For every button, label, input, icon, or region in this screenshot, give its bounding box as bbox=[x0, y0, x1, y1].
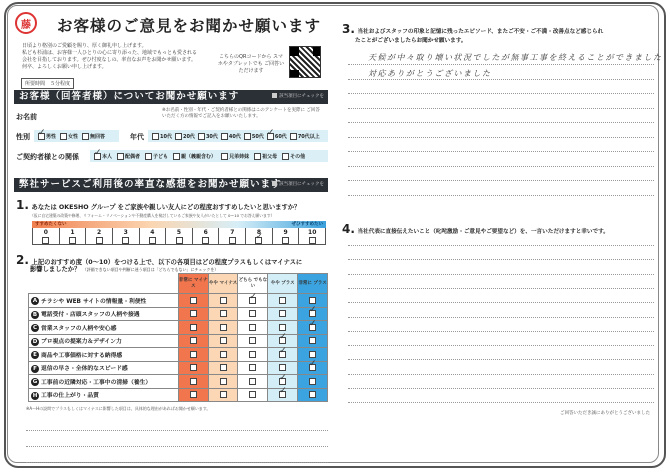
answer-line[interactable] bbox=[348, 195, 654, 196]
rating-cell[interactable] bbox=[268, 348, 298, 362]
option-label: 女性 bbox=[68, 133, 79, 140]
rating-cell[interactable] bbox=[208, 307, 238, 321]
handwritten-answer-line-1: 天候が中々取り壊い状況でしたが無事工事を終えることができました bbox=[368, 53, 663, 62]
checkbox[interactable] bbox=[38, 133, 45, 140]
item-letter-badge-icon: E bbox=[31, 351, 39, 359]
checkbox[interactable] bbox=[282, 153, 289, 160]
checkbox[interactable] bbox=[279, 297, 286, 304]
rating-cell[interactable] bbox=[268, 307, 298, 321]
checkbox[interactable] bbox=[309, 237, 316, 244]
scale-value: 0 bbox=[43, 228, 48, 236]
respondent-section-header bbox=[14, 90, 328, 104]
col-somewhat-negative: やや マイナス bbox=[208, 274, 238, 294]
scale-high-label: ぜひすすめたい bbox=[291, 222, 323, 227]
checkbox[interactable] bbox=[221, 153, 228, 160]
checkbox[interactable] bbox=[249, 324, 256, 331]
rating-cell[interactable] bbox=[178, 334, 208, 348]
question-number: 2. bbox=[16, 253, 29, 267]
rating-cell[interactable] bbox=[238, 321, 268, 335]
rating-cell[interactable] bbox=[268, 294, 298, 308]
thank-you-note: ご回答いただき誠にありがとうございました bbox=[560, 411, 650, 416]
relation-option-other[interactable] bbox=[282, 153, 305, 160]
rating-cell[interactable] bbox=[178, 375, 208, 389]
handwritten-answer-line-2: 対応ありがとうございました bbox=[368, 69, 492, 78]
rating-row bbox=[29, 294, 328, 308]
checkbox[interactable] bbox=[220, 310, 227, 317]
answer-line[interactable] bbox=[348, 108, 654, 109]
checkbox[interactable] bbox=[229, 237, 236, 244]
rating-cell[interactable] bbox=[238, 307, 268, 321]
rating-item-label bbox=[29, 361, 179, 375]
checkbox[interactable] bbox=[176, 237, 183, 244]
answer-line[interactable] bbox=[348, 122, 654, 123]
checkbox[interactable] bbox=[309, 351, 316, 358]
checkbox[interactable] bbox=[249, 337, 256, 344]
age-option-60s[interactable] bbox=[267, 133, 287, 140]
age-label: 年代 bbox=[130, 133, 144, 141]
scale-option-6[interactable] bbox=[193, 228, 220, 244]
rating-item-label bbox=[29, 294, 179, 308]
age-option-10s[interactable] bbox=[152, 133, 172, 140]
relation-options bbox=[90, 150, 328, 162]
recommend-scale bbox=[32, 221, 326, 245]
scale-option-8[interactable] bbox=[246, 228, 273, 244]
question-number: 3. bbox=[342, 22, 355, 36]
item-letter-badge-icon: G bbox=[32, 379, 38, 385]
rating-cell[interactable] bbox=[298, 388, 328, 402]
option-label: 子ども bbox=[153, 153, 169, 160]
scale-option-9[interactable] bbox=[273, 228, 300, 244]
answer-line[interactable] bbox=[348, 245, 654, 246]
rating-item-label bbox=[29, 375, 179, 389]
answer-line[interactable] bbox=[348, 359, 654, 360]
checkbox[interactable] bbox=[244, 133, 251, 140]
checkbox[interactable] bbox=[190, 391, 197, 398]
checkbox[interactable] bbox=[149, 237, 156, 244]
rating-table bbox=[28, 273, 328, 402]
item-letter-badge-icon: A bbox=[32, 298, 38, 304]
rating-cell[interactable] bbox=[238, 361, 268, 375]
checkbox[interactable] bbox=[279, 351, 286, 358]
col-very-positive: 非常に プラス bbox=[298, 274, 328, 294]
question-1-sub: （仮に自宅建築の改築や修理、リフォーム・リノベーションや不動産購入を検討しているご家族や友人がいたとして 0〜10 でお答え願います） bbox=[30, 213, 275, 218]
intro-text bbox=[22, 43, 222, 71]
answer-line[interactable] bbox=[348, 274, 654, 275]
scale-value: 2 bbox=[97, 228, 102, 236]
qr-code-icon[interactable] bbox=[289, 46, 321, 78]
scale-gradient-bar bbox=[32, 221, 326, 228]
answer-line[interactable] bbox=[348, 151, 654, 152]
rating-item-label bbox=[29, 348, 179, 362]
answer-line[interactable] bbox=[348, 259, 654, 260]
rating-header-row bbox=[29, 274, 328, 294]
checkbox[interactable] bbox=[220, 324, 227, 331]
scale-low-label: すすめたくない bbox=[35, 222, 67, 227]
checkbox[interactable] bbox=[249, 378, 256, 385]
qr-caption: こちらのQRコードから スマホやタブレットでも ご回答いただけます bbox=[217, 54, 285, 74]
rating-cell[interactable] bbox=[298, 361, 328, 375]
checkbox[interactable] bbox=[42, 237, 49, 244]
checkbox[interactable] bbox=[279, 364, 286, 371]
answer-line[interactable] bbox=[348, 345, 654, 346]
relation-option-grandparent[interactable] bbox=[254, 153, 277, 160]
checkbox[interactable] bbox=[279, 337, 286, 344]
checkbox[interactable] bbox=[190, 310, 197, 317]
item-letter-badge-icon: H bbox=[32, 392, 38, 399]
question-text: あなたは OKESHO グループ をご家族や親しい友人にどの程度おすすめしたいと思いますか？ bbox=[31, 204, 301, 211]
age-option-50s[interactable] bbox=[244, 133, 264, 140]
age-option-30s[interactable] bbox=[198, 133, 218, 140]
checkbox[interactable] bbox=[309, 364, 316, 371]
relation-option-self[interactable] bbox=[94, 153, 112, 160]
age-option-40s[interactable] bbox=[221, 133, 241, 140]
question-number: 1. bbox=[16, 198, 29, 212]
scale-value: 7 bbox=[230, 228, 235, 236]
checkbox[interactable] bbox=[249, 391, 256, 398]
checkbox[interactable] bbox=[60, 133, 67, 140]
page-title: お客様のご意見をお聞かせ願います bbox=[57, 17, 322, 35]
answer-line[interactable] bbox=[348, 166, 654, 167]
rating-cell[interactable] bbox=[298, 334, 328, 348]
item-text: プロ視点の提案力＆デザイン力 bbox=[41, 339, 122, 345]
checkbox[interactable] bbox=[69, 237, 76, 244]
checkbox[interactable] bbox=[145, 153, 152, 160]
item-text: 営業スタッフの人柄や安心感 bbox=[41, 325, 117, 332]
rating-cell[interactable] bbox=[178, 361, 208, 375]
rating-cell[interactable] bbox=[238, 334, 268, 348]
checkbox[interactable] bbox=[249, 351, 256, 358]
answer-line[interactable] bbox=[26, 430, 328, 431]
checkbox[interactable] bbox=[82, 133, 89, 140]
checkbox[interactable] bbox=[249, 364, 256, 371]
item-text: 商品や工事価格に対する納得感 bbox=[41, 352, 123, 359]
option-label: 10代 bbox=[160, 133, 172, 140]
rating-cell[interactable] bbox=[178, 388, 208, 402]
right-panel bbox=[340, 8, 663, 468]
rating-cell[interactable] bbox=[238, 375, 268, 389]
name-label: お名前 bbox=[16, 113, 37, 121]
col-very-negative: 非常に マイナス bbox=[178, 274, 208, 294]
checkbox[interactable] bbox=[122, 237, 129, 244]
question-2-sub: （評価できない項目や判断に迷う項目は「どちらでもない」にチェックを） bbox=[82, 267, 219, 272]
rating-cell[interactable] bbox=[268, 388, 298, 402]
scale-value: 3 bbox=[123, 228, 128, 236]
rating-cell[interactable] bbox=[208, 321, 238, 335]
item-text: 工事前の近隣対応・工事中の清掃（養生） bbox=[41, 379, 152, 386]
rating-cell[interactable] bbox=[238, 348, 268, 362]
question-4 bbox=[342, 222, 609, 236]
answer-line[interactable] bbox=[348, 402, 654, 403]
question-2-line2 bbox=[30, 264, 218, 273]
question-number: 4. bbox=[342, 222, 355, 236]
scale-value: 6 bbox=[203, 228, 208, 236]
name-field[interactable] bbox=[52, 112, 152, 120]
rating-item-label bbox=[29, 334, 179, 348]
item-text: 工事の仕上がり・品質 bbox=[41, 393, 99, 399]
checkbox[interactable] bbox=[309, 297, 316, 304]
checkbox[interactable] bbox=[175, 133, 182, 140]
age-option-70s-plus[interactable] bbox=[290, 133, 320, 140]
item-text: チラシや WEB サイトの情報量・利便性 bbox=[41, 298, 147, 305]
section-hint: 該当項目にチェックを bbox=[272, 178, 324, 192]
checkbox[interactable] bbox=[220, 337, 227, 344]
rating-cell[interactable] bbox=[208, 375, 238, 389]
scale-option-0[interactable] bbox=[33, 228, 60, 244]
relation-label: ご契約者様との関係 bbox=[16, 153, 79, 161]
question-3 bbox=[342, 22, 603, 36]
rating-item-label bbox=[29, 321, 179, 335]
option-label: 60代 bbox=[274, 133, 287, 140]
checkbox[interactable] bbox=[279, 378, 286, 385]
answer-line[interactable] bbox=[348, 79, 654, 80]
scale-option-7[interactable] bbox=[219, 228, 246, 244]
rating-item-label bbox=[29, 307, 179, 321]
header-spacer bbox=[29, 274, 179, 294]
rating-cell[interactable] bbox=[238, 294, 268, 308]
left-panel bbox=[12, 8, 330, 468]
checkbox[interactable] bbox=[309, 324, 316, 331]
checkbox[interactable] bbox=[279, 310, 286, 317]
intro-line: 会社を目指しております。ぜひ忖度なしの、率直なお声をお聞かせ願います。 bbox=[22, 57, 197, 63]
col-neutral: どちら でもない bbox=[238, 274, 268, 294]
section-title: 弊社サービスご利用後の率直な感想をお聞かせ願います bbox=[19, 179, 282, 190]
scale-value: 1 bbox=[70, 228, 75, 236]
scale-option-3[interactable] bbox=[113, 228, 140, 244]
checkbox[interactable] bbox=[220, 378, 227, 385]
rating-cell[interactable] bbox=[208, 334, 238, 348]
option-label: 70代以上 bbox=[297, 133, 320, 140]
option-label: 祖父母 bbox=[262, 153, 278, 160]
rating-cell[interactable] bbox=[178, 294, 208, 308]
checkbox[interactable] bbox=[267, 133, 274, 140]
relation-option-parent[interactable] bbox=[173, 153, 216, 160]
rating-row bbox=[29, 307, 328, 321]
section-hint: 該当項目にチェックを bbox=[272, 90, 324, 104]
relation-option-sibling[interactable] bbox=[221, 153, 249, 160]
checkbox[interactable] bbox=[220, 351, 227, 358]
gender-option-male[interactable] bbox=[38, 133, 56, 140]
answer-line[interactable] bbox=[26, 446, 328, 447]
rating-cell[interactable] bbox=[208, 361, 238, 375]
answer-line[interactable] bbox=[348, 331, 654, 332]
scale-option-5[interactable] bbox=[166, 228, 193, 244]
checkbox[interactable] bbox=[190, 364, 197, 371]
checkbox[interactable] bbox=[255, 237, 262, 244]
answer-line[interactable] bbox=[348, 93, 654, 94]
answer-line[interactable] bbox=[348, 374, 654, 375]
checkbox[interactable] bbox=[190, 351, 197, 358]
option-label: 男性 bbox=[46, 133, 57, 140]
rating-cell[interactable] bbox=[178, 348, 208, 362]
intro-line: 日頃より格別のご愛顧を賜り、厚く御礼申し上げます。 bbox=[22, 43, 147, 49]
item-letter-badge-icon: F bbox=[31, 365, 39, 373]
gender-option-no-answer[interactable] bbox=[82, 133, 105, 140]
checkbox[interactable] bbox=[220, 391, 227, 398]
item-letter-badge-icon: B bbox=[32, 311, 38, 318]
answer-line[interactable] bbox=[348, 388, 654, 389]
section-title: お客様（回答者様）についてお聞かせ願います bbox=[19, 91, 240, 102]
scale-value: 4 bbox=[150, 228, 155, 236]
relation-option-spouse[interactable] bbox=[117, 153, 140, 160]
item-letter-badge-icon: C bbox=[32, 325, 38, 331]
gender-options bbox=[34, 130, 119, 142]
option-label: 親（義親含む） bbox=[181, 153, 217, 160]
checkbox[interactable] bbox=[282, 237, 289, 244]
rating-cell[interactable] bbox=[298, 321, 328, 335]
relation-option-child[interactable] bbox=[145, 153, 168, 160]
scale-value: 5 bbox=[176, 228, 182, 236]
option-label: その他 bbox=[290, 153, 306, 160]
scale-option-2[interactable] bbox=[86, 228, 113, 244]
checkbox[interactable] bbox=[190, 324, 197, 331]
intro-line: 私ども杉浦は、お客様一人ひとりの心に寄り添った、地域でもっとも愛される bbox=[22, 50, 198, 56]
rating-cell[interactable] bbox=[208, 348, 238, 362]
checkbox[interactable] bbox=[152, 133, 159, 140]
checkbox[interactable] bbox=[221, 133, 228, 140]
checkbox[interactable] bbox=[309, 337, 316, 344]
option-label: 本人 bbox=[102, 153, 113, 160]
checkbox[interactable] bbox=[279, 324, 286, 331]
checkbox[interactable] bbox=[94, 153, 101, 160]
option-label: 配偶者 bbox=[125, 153, 141, 160]
checkbox[interactable] bbox=[220, 297, 227, 304]
rating-cell[interactable] bbox=[208, 294, 238, 308]
checkbox[interactable] bbox=[96, 237, 103, 244]
question-3-line2: たことがございましたらお聞かせ願います。 bbox=[355, 38, 467, 44]
checkbox[interactable] bbox=[290, 133, 297, 140]
gender-label: 性別 bbox=[16, 133, 30, 141]
checkbox[interactable] bbox=[249, 297, 256, 304]
scale-value: 9 bbox=[283, 228, 288, 236]
option-label: 50代 bbox=[251, 133, 264, 140]
option-label: 無回答 bbox=[90, 133, 106, 140]
gender-option-female[interactable] bbox=[60, 133, 78, 140]
answer-line[interactable] bbox=[348, 180, 654, 181]
option-label: 40代 bbox=[228, 133, 241, 140]
checkbox[interactable] bbox=[254, 153, 261, 160]
service-feedback-section-header bbox=[14, 178, 328, 192]
option-label: 30代 bbox=[205, 133, 218, 140]
rating-cell[interactable] bbox=[238, 388, 268, 402]
age-options bbox=[148, 130, 328, 142]
col-somewhat-positive: やや プラス bbox=[268, 274, 298, 294]
checkbox[interactable] bbox=[117, 153, 124, 160]
question-text: 当社代表に直接伝えたいこと（叱咤激励・ご意見やご要望など）を、一言いただけますと幸いです。 bbox=[357, 229, 609, 235]
rating-cell[interactable] bbox=[208, 388, 238, 402]
rating-row bbox=[29, 348, 328, 362]
q2-note: ※A〜Hの設問でプラスもしくはマイナスに影響した項目は、具体的な理由があればお聞かせ願います。 bbox=[26, 406, 211, 411]
scale-value: 10 bbox=[308, 228, 317, 236]
scale-option-4[interactable] bbox=[140, 228, 167, 244]
intro-line: 何卒、よろしくお願い申し上げます。 bbox=[22, 64, 107, 70]
answer-line[interactable] bbox=[348, 317, 654, 318]
rating-item-label bbox=[29, 388, 179, 402]
question-text: 当社およびスタッフの印象と記憶に残ったエピソード、またご不安・ご不満・改善点など感じられ bbox=[357, 29, 604, 35]
scale-option-1[interactable] bbox=[60, 228, 87, 244]
option-label: 20代 bbox=[182, 133, 195, 140]
name-note: ※お名前・性別・年代・ご契約者様との関係はこのアンケートを実際に ご回答いただく方の情報でご記入をお願いいたします。 bbox=[162, 108, 320, 119]
option-label: 兄弟姉妹 bbox=[229, 153, 250, 160]
checkbox[interactable] bbox=[279, 391, 286, 398]
checkbox[interactable] bbox=[220, 364, 227, 371]
rating-row bbox=[29, 388, 328, 402]
answer-line[interactable] bbox=[348, 302, 654, 303]
rating-cell[interactable] bbox=[178, 307, 208, 321]
checkbox[interactable] bbox=[249, 310, 256, 317]
checkbox[interactable] bbox=[190, 378, 197, 385]
checkbox[interactable] bbox=[309, 310, 316, 317]
scale-cells bbox=[32, 228, 326, 245]
answer-line[interactable] bbox=[348, 64, 654, 65]
answer-line[interactable] bbox=[348, 137, 654, 138]
checkbox[interactable] bbox=[198, 133, 205, 140]
checkbox[interactable] bbox=[190, 337, 197, 344]
item-letter-badge-icon: D bbox=[32, 338, 38, 345]
company-stamp-icon: 藤 bbox=[15, 12, 37, 34]
checkbox[interactable] bbox=[202, 237, 209, 244]
question-text: 上記のおすすめ度（0〜10）をつける上で、以下の各項目はどの程度プラスもしくはマイナスに bbox=[31, 259, 303, 266]
age-option-20s[interactable] bbox=[175, 133, 195, 140]
question-1 bbox=[16, 198, 300, 212]
answer-line[interactable] bbox=[26, 462, 328, 463]
time-required-badge: 所要時間 ５分程度 bbox=[21, 78, 74, 89]
rating-cell[interactable] bbox=[178, 321, 208, 335]
checkbox[interactable] bbox=[309, 391, 316, 398]
item-text: 返信の早さ・全体的なスピード感 bbox=[41, 366, 128, 372]
checkbox[interactable] bbox=[173, 153, 180, 160]
checkbox[interactable] bbox=[309, 378, 316, 385]
scale-option-10[interactable] bbox=[299, 228, 325, 244]
item-text: 電話受付・店頭スタッフの人柄や接遇 bbox=[41, 312, 140, 318]
question-text: 影響しましたか？ bbox=[30, 266, 81, 273]
answer-line[interactable] bbox=[348, 288, 654, 289]
checkbox[interactable] bbox=[190, 297, 197, 304]
rating-cell[interactable] bbox=[298, 375, 328, 389]
